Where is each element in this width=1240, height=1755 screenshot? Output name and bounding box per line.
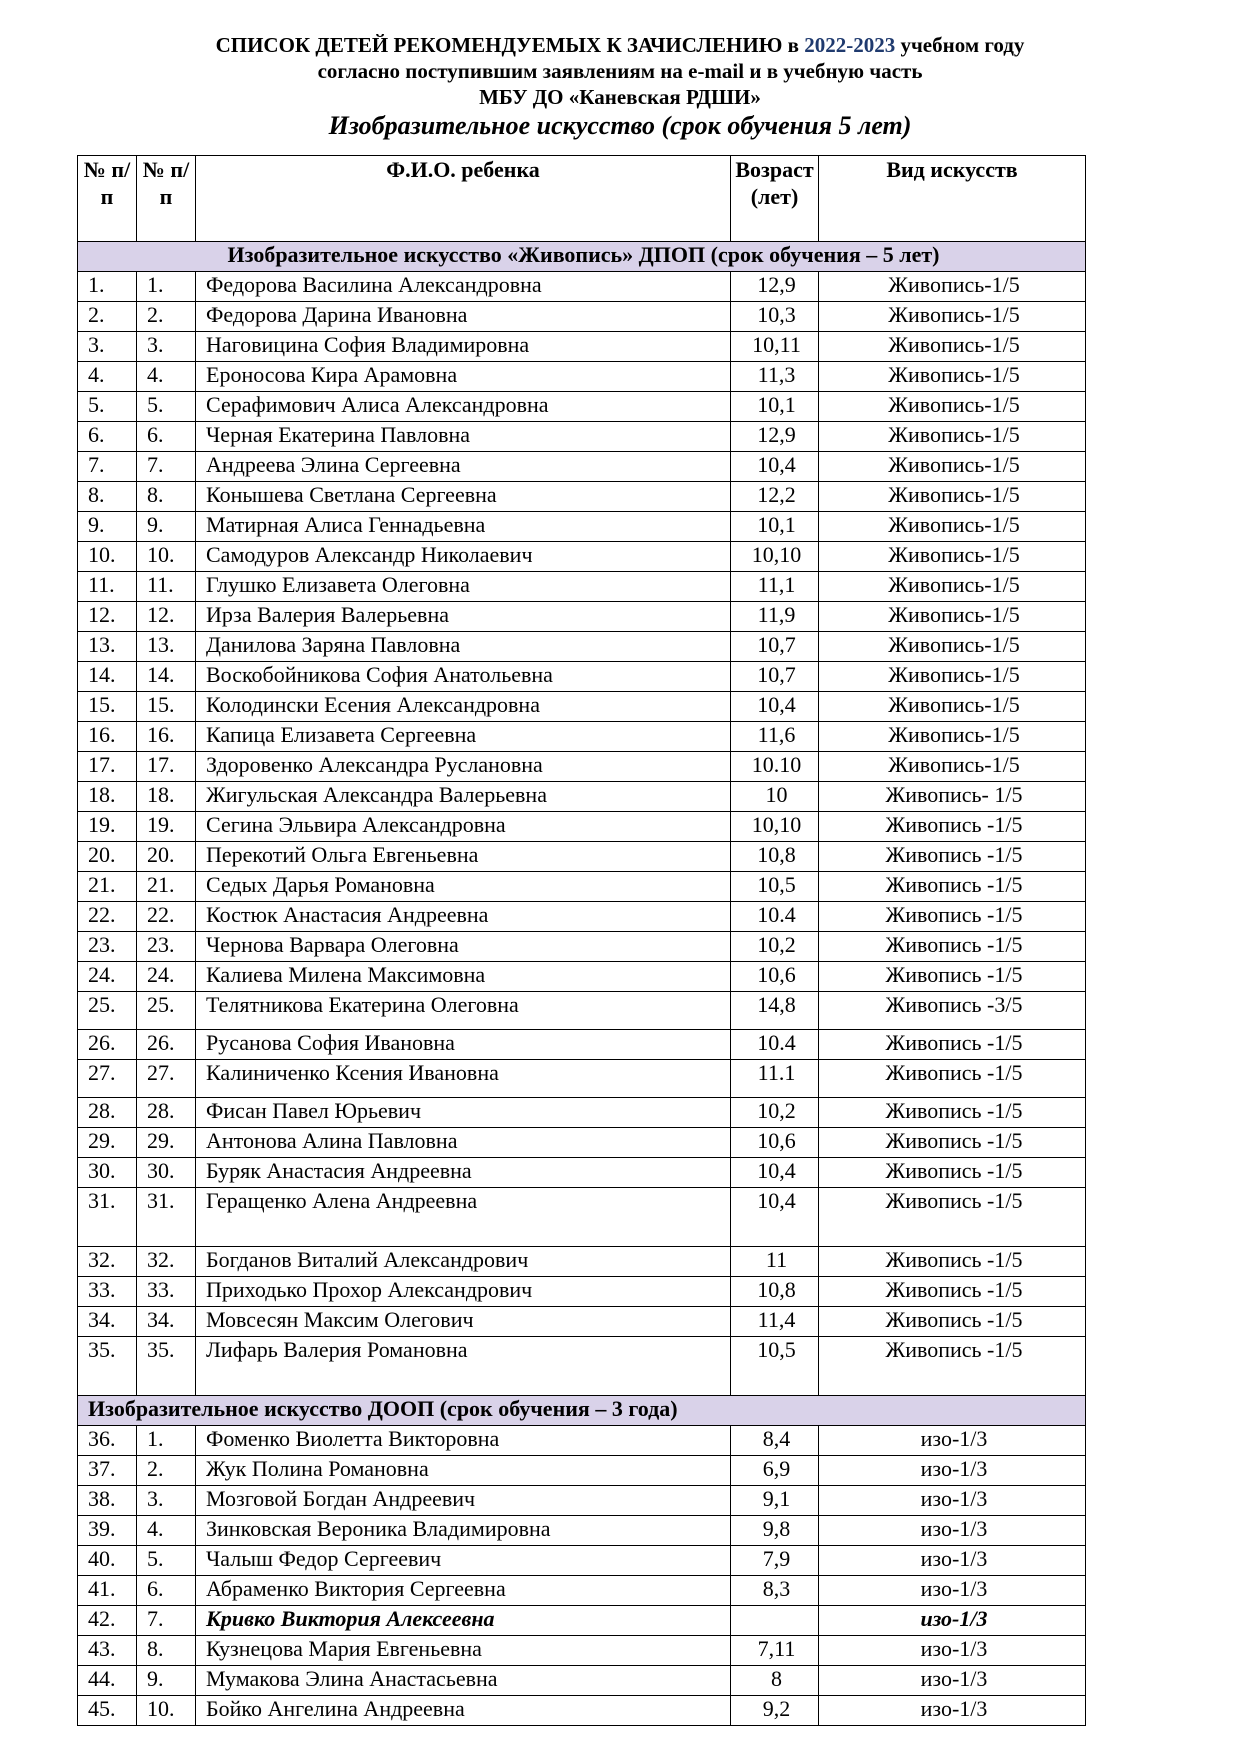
cell-number: 16. xyxy=(78,722,137,752)
cell-child-name: Самодуров Александр Николаевич xyxy=(196,542,731,572)
cell-art-kind: Живопись-1/5 xyxy=(819,362,1086,392)
cell-age: 10,8 xyxy=(731,1277,819,1307)
cell-age: 10,3 xyxy=(731,302,819,332)
cell-child-name: Зинковская Вероника Владимировна xyxy=(196,1516,731,1546)
cell-art-kind: Живопись -1/5 xyxy=(819,932,1086,962)
cell-number: 18. xyxy=(78,782,137,812)
cell-number: 13. xyxy=(78,632,137,662)
table-row xyxy=(78,602,1086,632)
cell-child-name: Телятникова Екатерина Олеговна xyxy=(196,992,731,1030)
cell-art-kind: Живопись -1/5 xyxy=(819,902,1086,932)
cell-number-in-section: 27. xyxy=(137,1060,196,1098)
cell-number-in-section: 17. xyxy=(137,752,196,782)
cell-number-in-section: 6. xyxy=(137,422,196,452)
cell-art-kind: Живопись -1/5 xyxy=(819,1188,1086,1247)
cell-number-in-section: 7. xyxy=(137,452,196,482)
cell-child-name: Черная Екатерина Павловна xyxy=(196,422,731,452)
cell-number: 41. xyxy=(78,1576,137,1606)
cell-child-name: Седых Дарья Романовна xyxy=(196,872,731,902)
cell-art-kind: изо-1/3 xyxy=(819,1456,1086,1486)
cell-art-kind: Живопись-1/5 xyxy=(819,572,1086,602)
cell-child-name: Костюк Анастасия Андреевна xyxy=(196,902,731,932)
cell-number: 39. xyxy=(78,1516,137,1546)
table-row xyxy=(78,332,1086,362)
cell-child-name: Мумакова Элина Анастасьевна xyxy=(196,1666,731,1696)
table-row xyxy=(78,1098,1086,1128)
table-row xyxy=(78,572,1086,602)
cell-number: 24. xyxy=(78,962,137,992)
cell-number-in-section: 2. xyxy=(137,302,196,332)
table-row xyxy=(78,992,1086,1030)
col-header-num1: № п/п xyxy=(78,156,137,242)
cell-child-name: Богданов Виталий Александрович xyxy=(196,1247,731,1277)
cell-child-name: Калиниченко Ксения Ивановна xyxy=(196,1060,731,1098)
cell-child-name: Жук Полина Романовна xyxy=(196,1456,731,1486)
cell-age: 9,2 xyxy=(731,1696,819,1726)
cell-art-kind: Живопись-1/5 xyxy=(819,452,1086,482)
title-text-end: учебном году xyxy=(895,33,1025,57)
cell-child-name: Чалыш Федор Сергеевич xyxy=(196,1546,731,1576)
cell-number-in-section: 5. xyxy=(137,1546,196,1576)
cell-number-in-section: 10. xyxy=(137,542,196,572)
table-row xyxy=(78,392,1086,422)
cell-art-kind: Живопись -1/5 xyxy=(819,1060,1086,1098)
cell-number-in-section: 10. xyxy=(137,1696,196,1726)
cell-art-kind: Живопись -1/5 xyxy=(819,812,1086,842)
cell-number: 8. xyxy=(78,482,137,512)
cell-art-kind: изо-1/3 xyxy=(819,1546,1086,1576)
col-header-num2: № п/п xyxy=(137,156,196,242)
cell-number: 42. xyxy=(78,1606,137,1636)
cell-art-kind: Живопись -1/5 xyxy=(819,1158,1086,1188)
cell-number-in-section: 8. xyxy=(137,1636,196,1666)
cell-number: 28. xyxy=(78,1098,137,1128)
cell-number: 11. xyxy=(78,572,137,602)
cell-number-in-section: 12. xyxy=(137,602,196,632)
academic-year: 2022-2023 xyxy=(804,33,896,57)
table-row xyxy=(78,1666,1086,1696)
cell-child-name: Фисан Павел Юрьевич xyxy=(196,1098,731,1128)
cell-child-name: Сегина Эльвира Александровна xyxy=(196,812,731,842)
cell-number-in-section: 1. xyxy=(137,1426,196,1456)
table-row xyxy=(78,962,1086,992)
cell-age: 12,9 xyxy=(731,272,819,302)
table-row xyxy=(78,752,1086,782)
table-header-row xyxy=(78,156,1086,242)
cell-age: 10,4 xyxy=(731,452,819,482)
cell-number-in-section: 9. xyxy=(137,1666,196,1696)
cell-child-name: Капица Елизавета Сергеевна xyxy=(196,722,731,752)
cell-art-kind: Живопись -1/5 xyxy=(819,1247,1086,1277)
cell-number: 32. xyxy=(78,1247,137,1277)
cell-number: 26. xyxy=(78,1030,137,1060)
table-row xyxy=(78,632,1086,662)
cell-number-in-section: 1. xyxy=(137,272,196,302)
cell-age: 10,10 xyxy=(731,542,819,572)
table-body xyxy=(78,242,1086,1726)
cell-age: 10,5 xyxy=(731,872,819,902)
cell-number: 3. xyxy=(78,332,137,362)
cell-number: 29. xyxy=(78,1128,137,1158)
cell-art-kind: изо-1/3 xyxy=(819,1636,1086,1666)
table-row xyxy=(78,1060,1086,1098)
cell-age: 10,8 xyxy=(731,842,819,872)
section-header-row xyxy=(78,242,1086,272)
cell-number-in-section: 29. xyxy=(137,1128,196,1158)
table-row xyxy=(78,422,1086,452)
cell-child-name: Наговицина София Владимировна xyxy=(196,332,731,362)
cell-age: 14,8 xyxy=(731,992,819,1030)
cell-number-in-section: 2. xyxy=(137,1456,196,1486)
cell-age: 11,6 xyxy=(731,722,819,752)
cell-number: 6. xyxy=(78,422,137,452)
table-row xyxy=(78,662,1086,692)
cell-age: 10,4 xyxy=(731,1158,819,1188)
cell-child-name: Воскобойникова София Анатольевна xyxy=(196,662,731,692)
cell-number-in-section: 13. xyxy=(137,632,196,662)
table-row xyxy=(78,512,1086,542)
cell-number: 12. xyxy=(78,602,137,632)
cell-art-kind: Живопись -1/5 xyxy=(819,1030,1086,1060)
cell-number-in-section: 33. xyxy=(137,1277,196,1307)
cell-number-in-section: 34. xyxy=(137,1307,196,1337)
cell-art-kind: Живопись-1/5 xyxy=(819,512,1086,542)
col-header-age: Возраст (лет) xyxy=(731,156,819,242)
table-row xyxy=(78,452,1086,482)
cell-child-name: Мовсесян Максим Олегович xyxy=(196,1307,731,1337)
cell-child-name: Ирза Валерия Валерьевна xyxy=(196,602,731,632)
cell-number: 9. xyxy=(78,512,137,542)
cell-age: 6,9 xyxy=(731,1456,819,1486)
cell-child-name: Андреева Элина Сергеевна xyxy=(196,452,731,482)
title-line-1 xyxy=(0,32,1240,58)
cell-number-in-section: 3. xyxy=(137,332,196,362)
cell-number-in-section: 16. xyxy=(137,722,196,752)
cell-number: 33. xyxy=(78,1277,137,1307)
cell-art-kind: Живопись-1/5 xyxy=(819,692,1086,722)
col-header-name: Ф.И.О. ребенка xyxy=(196,156,731,242)
cell-age xyxy=(731,1606,819,1636)
table-row xyxy=(78,812,1086,842)
cell-child-name: Русанова София Ивановна xyxy=(196,1030,731,1060)
subtitle: Изобразительное искусство (срок обучения 5 лет) xyxy=(328,111,912,140)
cell-age: 10,5 xyxy=(731,1337,819,1396)
cell-age: 11,1 xyxy=(731,572,819,602)
cell-number-in-section: 30. xyxy=(137,1158,196,1188)
cell-number-in-section: 20. xyxy=(137,842,196,872)
cell-number: 22. xyxy=(78,902,137,932)
table-row xyxy=(78,1128,1086,1158)
cell-age: 8 xyxy=(731,1666,819,1696)
table-row xyxy=(78,1337,1086,1396)
cell-child-name: Антонова Алина Павловна xyxy=(196,1128,731,1158)
cell-number-in-section: 18. xyxy=(137,782,196,812)
cell-art-kind: Живопись -1/5 xyxy=(819,962,1086,992)
title-line-3: МБУ ДО «Каневская РДШИ» xyxy=(479,85,761,109)
table-row xyxy=(78,1247,1086,1277)
cell-age: 9,8 xyxy=(731,1516,819,1546)
cell-age: 11,9 xyxy=(731,602,819,632)
cell-child-name: Матирная Алиса Геннадьевна xyxy=(196,512,731,542)
table-row xyxy=(78,1426,1086,1456)
table-row xyxy=(78,782,1086,812)
table-row xyxy=(78,872,1086,902)
cell-number-in-section: 6. xyxy=(137,1576,196,1606)
cell-number-in-section: 4. xyxy=(137,362,196,392)
cell-child-name: Кузнецова Мария Евгеньевна xyxy=(196,1636,731,1666)
cell-child-name: Жигульская Александра Валерьевна xyxy=(196,782,731,812)
cell-age: 10,2 xyxy=(731,1098,819,1128)
cell-number-in-section: 25. xyxy=(137,992,196,1030)
cell-art-kind: изо-1/3 xyxy=(819,1666,1086,1696)
cell-child-name: Абраменко Виктория Сергеевна xyxy=(196,1576,731,1606)
cell-number: 31. xyxy=(78,1188,137,1247)
cell-number-in-section: 35. xyxy=(137,1337,196,1396)
cell-number: 37. xyxy=(78,1456,137,1486)
cell-number-in-section: 7. xyxy=(137,1606,196,1636)
cell-child-name: Серафимович Алиса Александровна xyxy=(196,392,731,422)
cell-number-in-section: 22. xyxy=(137,902,196,932)
cell-number-in-section: 28. xyxy=(137,1098,196,1128)
cell-child-name: Приходько Прохор Александрович xyxy=(196,1277,731,1307)
cell-age: 11,4 xyxy=(731,1307,819,1337)
cell-number-in-section: 21. xyxy=(137,872,196,902)
col-header-kind: Вид искусств xyxy=(819,156,1086,242)
cell-number: 43. xyxy=(78,1636,137,1666)
cell-art-kind: Живопись -1/5 xyxy=(819,1337,1086,1396)
cell-art-kind: Живопись-1/5 xyxy=(819,482,1086,512)
table-row xyxy=(78,1030,1086,1060)
cell-art-kind: Живопись -1/5 xyxy=(819,1277,1086,1307)
document-header xyxy=(0,32,1240,141)
cell-age: 11.1 xyxy=(731,1060,819,1098)
table-row xyxy=(78,1456,1086,1486)
cell-art-kind: Живопись-1/5 xyxy=(819,752,1086,782)
cell-art-kind: изо-1/3 xyxy=(819,1606,1086,1636)
cell-number-in-section: 26. xyxy=(137,1030,196,1060)
cell-age: 10.4 xyxy=(731,902,819,932)
table-row xyxy=(78,902,1086,932)
cell-art-kind: Живопись -1/5 xyxy=(819,1307,1086,1337)
table-row xyxy=(78,1576,1086,1606)
cell-number: 40. xyxy=(78,1546,137,1576)
cell-number: 25. xyxy=(78,992,137,1030)
cell-child-name: Мозговой Богдан Андреевич xyxy=(196,1486,731,1516)
cell-art-kind: Живопись-1/5 xyxy=(819,542,1086,572)
cell-art-kind: Живопись-1/5 xyxy=(819,302,1086,332)
cell-number: 36. xyxy=(78,1426,137,1456)
cell-number: 21. xyxy=(78,872,137,902)
cell-age: 10,2 xyxy=(731,932,819,962)
cell-age: 8,4 xyxy=(731,1426,819,1456)
cell-age: 7,9 xyxy=(731,1546,819,1576)
cell-age: 10,6 xyxy=(731,1128,819,1158)
cell-art-kind: Живопись-1/5 xyxy=(819,662,1086,692)
cell-number: 4. xyxy=(78,362,137,392)
cell-child-name: Бойко Ангелина Андреевна xyxy=(196,1696,731,1726)
table-row xyxy=(78,1696,1086,1726)
cell-art-kind: Живопись- 1/5 xyxy=(819,782,1086,812)
cell-child-name: Калиева Милена Максимовна xyxy=(196,962,731,992)
cell-number: 45. xyxy=(78,1696,137,1726)
cell-number: 38. xyxy=(78,1486,137,1516)
cell-age: 10,4 xyxy=(731,1188,819,1247)
table-row xyxy=(78,1516,1086,1546)
cell-age: 12,2 xyxy=(731,482,819,512)
cell-child-name: Здоровенко Александра Руслановна xyxy=(196,752,731,782)
cell-number-in-section: 8. xyxy=(137,482,196,512)
cell-age: 10,1 xyxy=(731,392,819,422)
cell-number-in-section: 32. xyxy=(137,1247,196,1277)
section-title: Изобразительное искусство ДООП (срок обучения – 3 года) xyxy=(78,1396,1086,1426)
cell-age: 10.4 xyxy=(731,1030,819,1060)
cell-number-in-section: 19. xyxy=(137,812,196,842)
cell-age: 7,11 xyxy=(731,1636,819,1666)
cell-child-name: Данилова Заряна Павловна xyxy=(196,632,731,662)
cell-number-in-section: 24. xyxy=(137,962,196,992)
cell-number: 35. xyxy=(78,1337,137,1396)
cell-child-name: Колодински Есения Александровна xyxy=(196,692,731,722)
cell-art-kind: изо-1/3 xyxy=(819,1696,1086,1726)
cell-child-name: Буряк Анастасия Андреевна xyxy=(196,1158,731,1188)
cell-child-name: Фоменко Виолетта Викторовна xyxy=(196,1426,731,1456)
cell-number: 27. xyxy=(78,1060,137,1098)
cell-child-name: Геращенко Алена Андреевна xyxy=(196,1188,731,1247)
cell-number: 10. xyxy=(78,542,137,572)
cell-art-kind: изо-1/3 xyxy=(819,1516,1086,1546)
cell-number: 44. xyxy=(78,1666,137,1696)
cell-age: 11 xyxy=(731,1247,819,1277)
enrollment-table xyxy=(77,155,1086,1726)
table-row xyxy=(78,692,1086,722)
cell-age: 10,6 xyxy=(731,962,819,992)
cell-number: 5. xyxy=(78,392,137,422)
cell-child-name: Перекотий Ольга Евгеньевна xyxy=(196,842,731,872)
cell-child-name: Федорова Василина Александровна xyxy=(196,272,731,302)
cell-number-in-section: 11. xyxy=(137,572,196,602)
table-row xyxy=(78,1158,1086,1188)
cell-age: 10,4 xyxy=(731,692,819,722)
section-title: Изобразительное искусство «Живопись» ДПОП (срок обучения – 5 лет) xyxy=(78,242,1086,272)
cell-art-kind: Живопись -1/5 xyxy=(819,842,1086,872)
cell-number: 15. xyxy=(78,692,137,722)
cell-art-kind: Живопись-1/5 xyxy=(819,722,1086,752)
table-row xyxy=(78,1606,1086,1636)
cell-art-kind: Живопись -1/5 xyxy=(819,1128,1086,1158)
table-row xyxy=(78,1307,1086,1337)
cell-number-in-section: 5. xyxy=(137,392,196,422)
cell-number: 2. xyxy=(78,302,137,332)
cell-number-in-section: 23. xyxy=(137,932,196,962)
cell-number: 17. xyxy=(78,752,137,782)
table-row xyxy=(78,272,1086,302)
cell-age: 10 xyxy=(731,782,819,812)
cell-number-in-section: 15. xyxy=(137,692,196,722)
cell-age: 10,11 xyxy=(731,332,819,362)
cell-number-in-section: 14. xyxy=(137,662,196,692)
cell-child-name: Кривко Виктория Алексеевна xyxy=(196,1606,731,1636)
cell-age: 10,10 xyxy=(731,812,819,842)
cell-art-kind: Живопись -3/5 xyxy=(819,992,1086,1030)
cell-age: 10.10 xyxy=(731,752,819,782)
cell-age: 8,3 xyxy=(731,1576,819,1606)
table-row xyxy=(78,1486,1086,1516)
cell-age: 12,9 xyxy=(731,422,819,452)
cell-number: 7. xyxy=(78,452,137,482)
cell-number: 1. xyxy=(78,272,137,302)
cell-age: 10,1 xyxy=(731,512,819,542)
cell-number: 14. xyxy=(78,662,137,692)
table-row xyxy=(78,722,1086,752)
table-row xyxy=(78,1546,1086,1576)
section-header-row xyxy=(78,1396,1086,1426)
cell-number: 20. xyxy=(78,842,137,872)
cell-age: 9,1 xyxy=(731,1486,819,1516)
cell-number-in-section: 4. xyxy=(137,1516,196,1546)
table-row xyxy=(78,932,1086,962)
title-line-2: согласно поступившим заявлениям на e-mail и в учебную часть xyxy=(317,59,923,83)
cell-number: 19. xyxy=(78,812,137,842)
cell-art-kind: Живопись-1/5 xyxy=(819,392,1086,422)
table-row xyxy=(78,842,1086,872)
table-row xyxy=(78,542,1086,572)
cell-age: 10,7 xyxy=(731,662,819,692)
cell-child-name: Федорова Дарина Ивановна xyxy=(196,302,731,332)
table-row xyxy=(78,1636,1086,1666)
cell-child-name: Чернова Варвара Олеговна xyxy=(196,932,731,962)
cell-art-kind: Живопись -1/5 xyxy=(819,872,1086,902)
cell-age: 10,7 xyxy=(731,632,819,662)
cell-art-kind: Живопись-1/5 xyxy=(819,602,1086,632)
cell-child-name: Глушко Елизавета Олеговна xyxy=(196,572,731,602)
cell-age: 11,3 xyxy=(731,362,819,392)
cell-number-in-section: 31. xyxy=(137,1188,196,1247)
cell-number: 34. xyxy=(78,1307,137,1337)
cell-child-name: Конышева Светлана Сергеевна xyxy=(196,482,731,512)
cell-child-name: Ероносова Кира Арамовна xyxy=(196,362,731,392)
cell-number: 23. xyxy=(78,932,137,962)
cell-art-kind: Живопись-1/5 xyxy=(819,422,1086,452)
cell-art-kind: изо-1/3 xyxy=(819,1486,1086,1516)
cell-art-kind: Живопись -1/5 xyxy=(819,1098,1086,1128)
title-text: СПИСОК ДЕТЕЙ РЕКОМЕНДУЕМЫХ К ЗАЧИСЛЕНИЮ в xyxy=(215,33,805,57)
table-row xyxy=(78,1277,1086,1307)
table-row xyxy=(78,362,1086,392)
cell-number-in-section: 9. xyxy=(137,512,196,542)
cell-art-kind: изо-1/3 xyxy=(819,1576,1086,1606)
cell-number-in-section: 3. xyxy=(137,1486,196,1516)
cell-art-kind: изо-1/3 xyxy=(819,1426,1086,1456)
cell-art-kind: Живопись-1/5 xyxy=(819,272,1086,302)
cell-art-kind: Живопись-1/5 xyxy=(819,332,1086,362)
cell-number: 30. xyxy=(78,1158,137,1188)
table-row xyxy=(78,482,1086,512)
table-row xyxy=(78,1188,1086,1247)
table-row xyxy=(78,302,1086,332)
cell-art-kind: Живопись-1/5 xyxy=(819,632,1086,662)
cell-child-name: Лифарь Валерия Романовна xyxy=(196,1337,731,1396)
